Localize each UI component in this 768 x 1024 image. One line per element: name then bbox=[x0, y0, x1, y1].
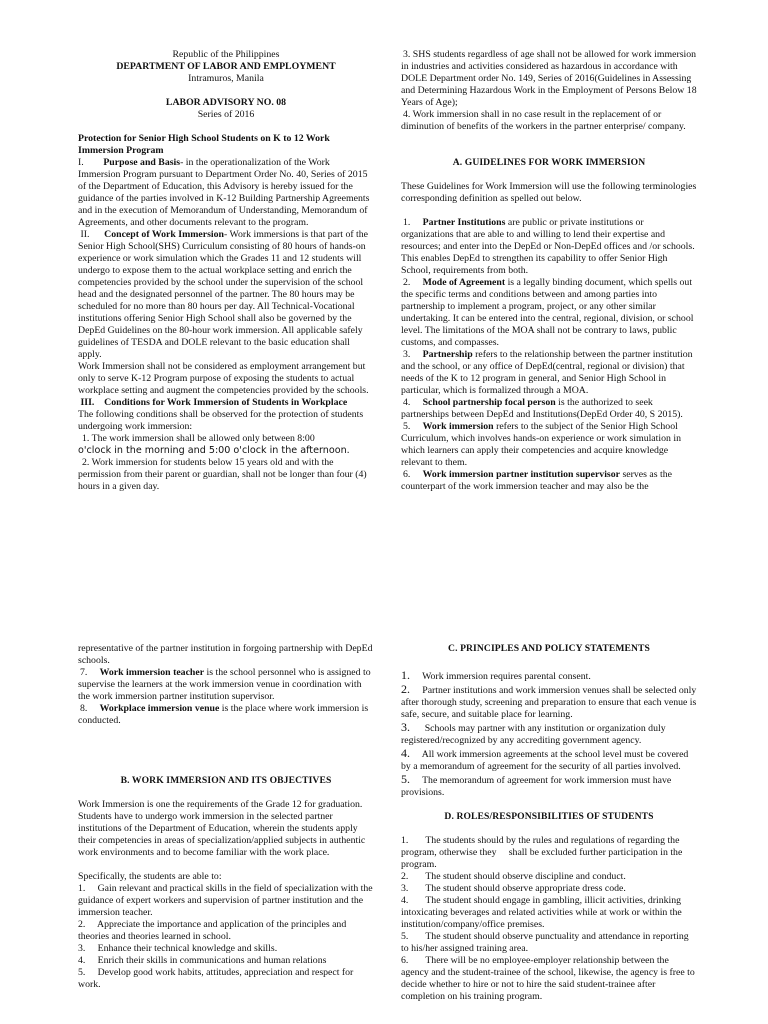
definition-6-continued: representative of the partner institution in forgoing partnership with DepEd schools. bbox=[78, 643, 373, 666]
section-a-title: A. GUIDELINES FOR WORK IMMERSION bbox=[452, 157, 646, 168]
section-d-roles bbox=[401, 835, 697, 1003]
condition-3: 3. SHS students regardless of age shall not be allowed for work immersion in industries and activities considered as hazardous in accordance with DOLE Department order No. 149, Series of 2016(Guidelines in Assessing and Determining Hazardous Work in the Employment of Persons Below 18 Years of Age); bbox=[401, 49, 697, 108]
objective-item: 2. Appreciate the importance and application of the principles and theories and theories learned in school. bbox=[78, 919, 349, 942]
section-a-definitions bbox=[401, 217, 697, 493]
section-c-statements bbox=[401, 669, 697, 799]
objective-item: 1. Gain relevant and practical skills in the field of specialization with the guidance of expert workers and supervision of partner institution and the immersion teacher. bbox=[78, 883, 376, 918]
page1-right-column bbox=[401, 49, 697, 493]
definition-item: 7. Work immersion teacher is the school personnel who is assigned to supervise the learners at the work immersion venue in coordination with the work immersion partner institution supervisor. bbox=[78, 667, 371, 702]
advisory-series: Series of 2016 bbox=[197, 109, 255, 120]
condition-1-script: o'clock in the morning and 5:00 o'clock in the afternoon. bbox=[78, 445, 350, 456]
definition-item: 1. Partner Institutions are public or private institutions or organizations that are able to and willing to lend their expertise and resources; and enter into the DepEd or Non-DepEd offices and /or schools. This enables DepEd to strengthen its capability to offer Senior High School, requirements from both. bbox=[401, 217, 695, 276]
advisory-number: LABOR ADVISORY NO. 08 bbox=[165, 97, 287, 108]
policy-statement: 5. The memorandum of agreement for work immersion must have provisions. bbox=[401, 772, 674, 798]
condition-4: 4. Work immersion shall in no case result in the replacement of or diminution of benefits of the workers in the partner enterprise/ company. bbox=[401, 109, 686, 132]
section-b-lead: Specifically, the students are able to: bbox=[78, 871, 222, 882]
definition-item: 4. School partnership focal person is the authorized to seek partnerships between DepEd and Institutions(DepEd Order 40, S 2015). bbox=[401, 397, 683, 420]
definition-item: 2. Mode of Agreement is a legally binding document, which spells out the specific terms and conditions between and among parties into partnership to implement a program, project, or any other similar undertaking. It can be entered into the central, regional, division, or school level. The limitations of the MOA shall not be contrary to laws, public customs, and compasses. bbox=[401, 277, 694, 348]
document-title: Protection for Senior High School Students on K to 12 Work Immersion Program bbox=[78, 133, 330, 156]
definition-item: 3. Partnership refers to the relationship between the partner institution and the school, or any office of DepEd(central, regional or division) that needs of the K to 12 program in general, and Senior High School in particular, which is formalized through a MOA. bbox=[401, 349, 693, 396]
student-role-item: 2. The student should observe discipline and conduct. bbox=[401, 871, 626, 882]
section-2-extra: Work Immersion shall not be considered as employment arrangement but only to serve K-12 Program purpose of exposing the students to actual workplace setting and augment the competencies provided by the schools. bbox=[78, 361, 369, 396]
objective-item: 5. Develop good work habits, attitudes, appreciation and respect for work. bbox=[78, 967, 356, 990]
department-name: DEPARTMENT OF LABOR AND EMPLOYMENT bbox=[116, 61, 336, 72]
objective-item: 4. Enrich their skills in communications and human relations bbox=[78, 955, 327, 966]
section-3-heading: III. Conditions for Work Immersion of Students in Workplace bbox=[80, 397, 348, 408]
policy-statement: 2. Partner institutions and work immersion venues shall be selected only after thorough study, screening and preparation to ensure that each venue is safe, secure, and suitable place for learning. bbox=[401, 682, 699, 720]
student-role-item: 6. There will be no employee-employer relationship between the agency and the student-trainee of the school, likewise, the agency is free to decide whether to hire or not to hire the said student-trainee after completion on his training program. bbox=[401, 955, 698, 1002]
definition-item: 6. Work immersion partner institution supervisor serves as the counterpart of the work immersion teacher and may also be the bbox=[401, 469, 672, 492]
condition-2: 2. Work immersion for students below 15 years old and with the permission from their parent or guardian, shall not be longer than four (4) hours in a given day. bbox=[78, 457, 367, 492]
section-1: I. Purpose and Basis- in the operationalization of the Work Immersion Program pursuant to Department Order No. 40, Series of 2015 of the Department of Education, this Advisory is hereby issued for the guidance of the parties involved in K-12 Building Partnership Agreements and in the execution of Memorandum of Understanding, Memorandum of Agreements, and other documents relevant to the program. bbox=[78, 157, 370, 228]
section-c-title: C. PRINCIPLES AND POLICY STATEMENTS bbox=[448, 643, 650, 654]
definition-item: 8. Workplace immersion venue is the place where work immersion is conducted. bbox=[78, 703, 369, 726]
page2-right-column bbox=[401, 643, 697, 1003]
page2-left-column bbox=[78, 643, 374, 991]
policy-statement: 4. All work immersion agreements at the school level must be covered by a memorandum of agreement for the security of all parties involved. bbox=[401, 746, 691, 772]
page1-left-column bbox=[78, 49, 374, 493]
republic-line: Republic of the Philippines bbox=[172, 49, 280, 60]
policy-statement: 1. Work immersion requires parental consent. bbox=[401, 668, 591, 682]
student-role-item: 3. The student should observe appropriate dress code. bbox=[401, 883, 626, 894]
section-b-intro: Work Immersion is one the requirements of the Grade 12 for graduation. Students have to undergo work immersion in the selected partner institutions of the Department of Education, wherein the students apply their competencies in areas of specialization/applied subjects in authentic work environments and to become familiar with the work place. bbox=[78, 799, 366, 858]
section-a-intro: These Guidelines for Work Immersion will use the following terminologies corresponding definition as spelled out below. bbox=[401, 181, 697, 204]
policy-statement: 3. Schools may partner with any institution or organization duly registered/recognized by any accrediting government agency. bbox=[401, 720, 669, 746]
student-role-item: 5. The student should observe punctuality and attendance in reporting to his/her assigned training area. bbox=[401, 931, 692, 954]
student-role-item: 1. The students should by the rules and regulations of regarding the program, otherwise they shall be excluded further participation in the program. bbox=[401, 835, 685, 870]
section-b-title: B. WORK IMMERSION AND ITS OBJECTIVES bbox=[120, 775, 332, 786]
section-3-intro: The following conditions shall be observed for the protection of students undergoing work immersion: bbox=[78, 409, 364, 432]
location-line: Intramuros, Manila bbox=[188, 73, 264, 84]
section-b-objectives bbox=[78, 883, 374, 991]
section-d-title: D. ROLES/RESPONSIBILITIES OF STUDENTS bbox=[444, 811, 654, 822]
student-role-item: 4. The student should engage in gambling, illicit activities, drinking intoxicating beverages and related activities while at work or within the institution/company/office premises. bbox=[401, 895, 685, 930]
definition-item: 5. Work immersion refers to the subject of the Senior High School Curriculum, which involves hands-on experience or work simulation in which learners can apply their competencies and acquire knowledge relevant to them. bbox=[401, 421, 681, 468]
condition-1: 1. The work immersion shall be allowed only between 8:00 bbox=[82, 433, 315, 444]
section-2: II. Concept of Work Immersion- Work immersions is that part of the Senior High School(SHS) Curriculum consisting of 80 hours of hands-on experience or work simulation which the Grades 11 and 12 students will undergo to expose them to the actual workplace setting and enrich the competencies provided by the school under the supervision of the school head and the designated personnel of the partner. The 80 hours may be scheduled for no more than 80 hours per day. All Technical-Vocational institutions offering Senior High School shall also be governed by the DepEd Guidelines on the 80-hour work immersion. All applicable safely guidelines of TESDA and DOLE relevant to the basic education shall apply. bbox=[78, 229, 369, 360]
objective-item: 3. Enhance their technical knowledge and skills. bbox=[78, 943, 278, 954]
page2-definitions bbox=[78, 667, 374, 727]
